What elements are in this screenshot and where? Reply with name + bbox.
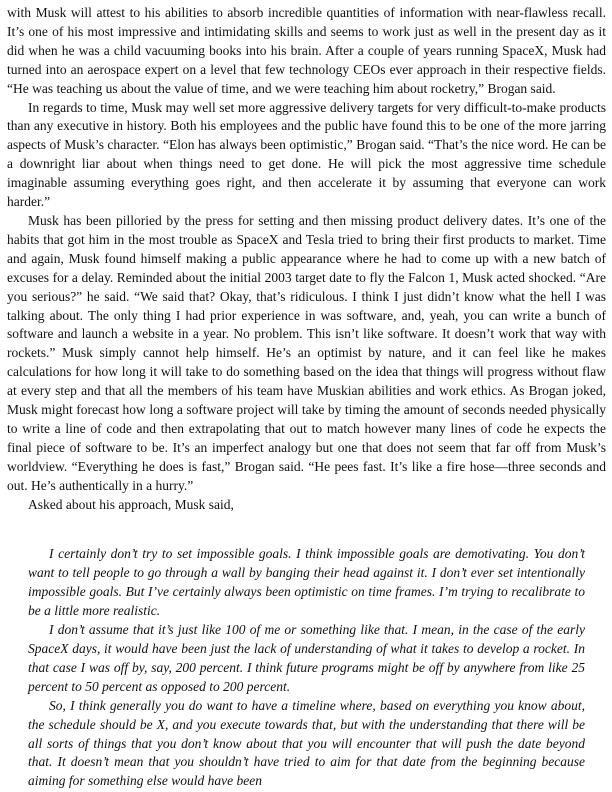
body-text bbox=[7, 4, 606, 514]
quote-paragraph-3: So, I think generally you do want to have a timeline where, based on everything you know about, the schedule should be X, and you execute towards that, but with the understanding that there will be all sorts of things that you don’t know about that you will encounter that will push the date beyond that. It doesn’t mean that you shouldn’t have tried to aim for that date from the beginning because aiming for something else would have been bbox=[28, 697, 585, 789]
paragraph-4: Asked about his approach, Musk said, bbox=[28, 496, 234, 512]
quote-paragraph-2: I don’t assume that it’s just like 100 of me or something like that. I mean, in the case of the early SpaceX days, it would have been just the lack of understanding of what it takes to develop a rocket. In that case I was off by, say, 200 percent. I think future programs might be off by anywhere from like 25 percent to 50 percent as opposed to 200 percent. bbox=[28, 622, 585, 694]
quote-paragraph-1: I certainly don’t try to set impossible goals. I think impossible goals are demotivating. You don’t want to tell people to go through a wall by banging their head against it. I don’t ever set intentionally impossible goals. But I’ve certainly always been optimistic on time frames. I’m trying to recalibrate to be a little more realistic. bbox=[28, 546, 585, 619]
paragraph-3: Musk has been pilloried by the press for setting and then missing product delivery dates. It’s one of the habits that got him in the most trouble as SpaceX and Tesla tried to bring their first products to market. Time and again, Musk found himself making a public appearance where he had to come up with a new batch of excuses for a delay. Reminded about the initial 2003 target date to fly the Falcon 1, Musk acted shocked. “Are you serious?” he said. “We said that? Okay, that’s ridiculous. I think I just didn’t know what the hell I was talking about. The only thing I had prior experience in was software, and, yeah, you can write a bunch of software and launch a website in a year. No problem. This isn’t like software. It doesn’t work that way with rockets.” Musk simply cannot help himself. He’s an optimist by nature, and it can feel like he makes calculations for how long it will take to do something based on the idea that things will progress without flaw at every step and that all the members of his team have Muskian abilities and work ethics. As Brogan joked, Musk might forecast how long a software project will take by timing the amount of seconds needed physically to write a line of code and then extrapolating that out to match however many lines of code he expects the final piece of software to be. It’s an imperfect analogy but one that does not seem that far off from Musk’s worldview. “Everything he does is fast,” Brogan said. “He pees fast. It’s like a fire hose—three seconds and out. He’s authentically in a hurry.” bbox=[7, 212, 606, 493]
paragraph-2: In regards to time, Musk may well set more aggressive delivery targets for very difficult-to-make products than any executive in history. Both his employees and the public have found this to be one of the more jarring aspects of Musk’s character. “Elon has always been optimistic,” Brogan said. “That’s the nice word. He can be a downright liar about when things need to get done. He will pick the most aggressive time schedule imaginable assuming everything goes right, and then accelerate it by assuming that everyone can work harder.” bbox=[7, 99, 606, 210]
block-quote bbox=[28, 545, 585, 791]
paragraph-1: with Musk will attest to his abilities to absorb incredible quantities of information with near-flawless recall. It’s one of his most impressive and intimidating skills and seems to work just as well in the present day as it did when he was a child vacuuming books into his brain. After a couple of years running SpaceX, Musk had turned into an aerospace expert on a level that few technology CEOs ever approach in their respective fields. “He was teaching us about the value of time, and we were teaching him about rocketry,” Brogan said. bbox=[7, 5, 606, 96]
